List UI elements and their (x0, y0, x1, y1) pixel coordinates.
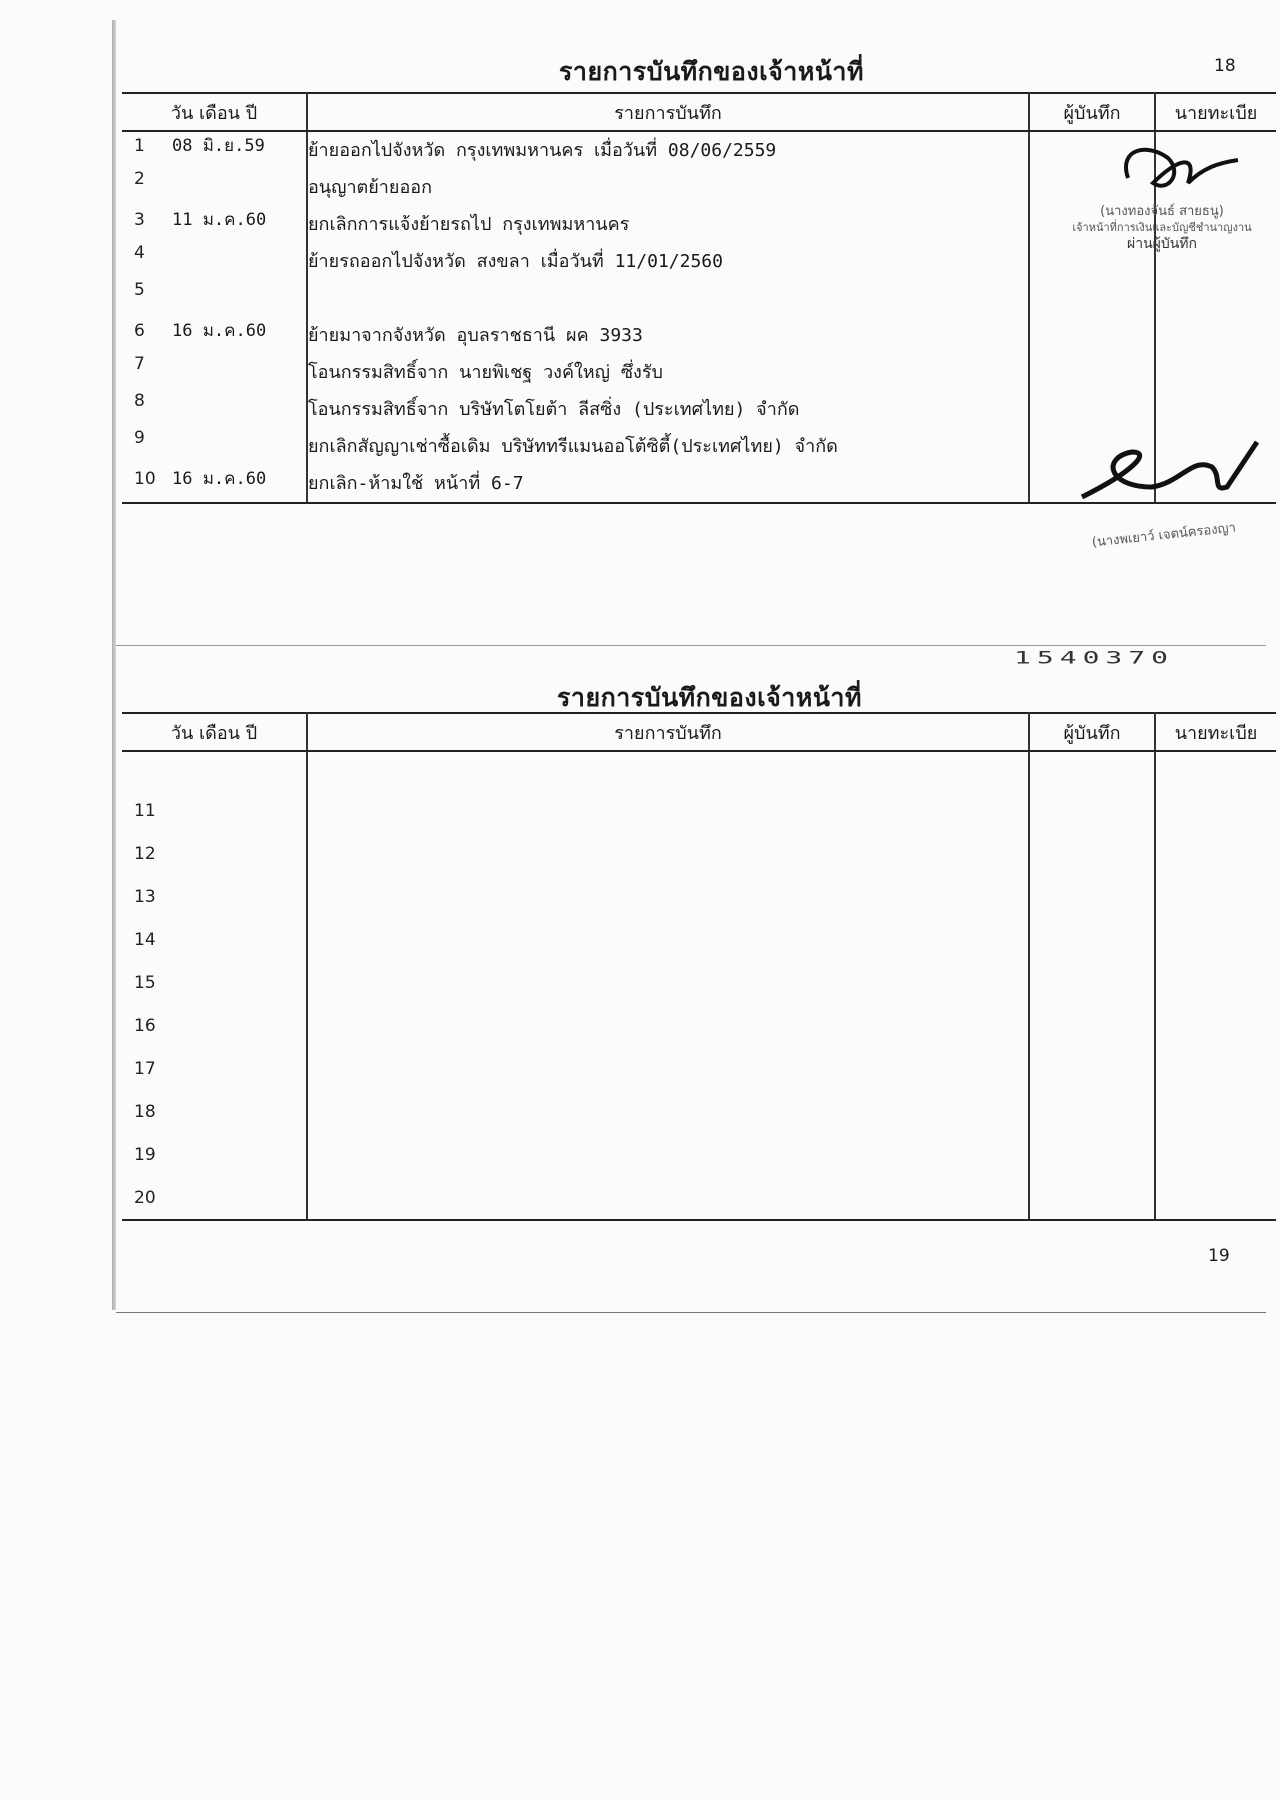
registrar-cell (1155, 875, 1276, 918)
registrar-cell (1155, 789, 1276, 832)
recorder-cell (1029, 1090, 1155, 1133)
table-row (122, 751, 1276, 789)
registrar-cell (1155, 918, 1276, 961)
date-cell (122, 280, 307, 317)
recorder-cell (1029, 280, 1155, 317)
record-text: ยกเลิกการแจ้งย้ายรถไป กรุงเทพมหานคร (307, 206, 1029, 243)
row-number: 20 (134, 1187, 156, 1208)
date-cell (122, 1133, 307, 1176)
header-registrar: นายทะเบีย (1155, 93, 1276, 131)
row-number: 12 (134, 843, 156, 864)
recorder-cell (1029, 875, 1155, 918)
record-text: โอนกรรมสิทธิ์จาก นายพิเชฐ วงค์ใหญ่ ซึ่งรับ (307, 354, 1029, 391)
header-record: รายการบันทึก (307, 93, 1029, 131)
row-number: 6 (134, 321, 145, 341)
row-number: 7 (134, 354, 145, 374)
record-text: ยกเลิก-ห้ามใช้ หน้าที่ 6-7 (307, 465, 1029, 503)
bottom-rows (122, 751, 1276, 1220)
header-date: วัน เดือน ปี (122, 93, 307, 131)
date-cell (122, 428, 307, 465)
registrar-cell (1155, 280, 1276, 317)
section-title-bottom: รายการบันทึกของเจ้าหน้าที่ (557, 683, 862, 712)
table-row (122, 918, 1276, 961)
record-text: ย้ายมาจากจังหวัด อุบลราชธานี ผค 3933 (307, 317, 1029, 354)
record-text: ย้ายออกไปจังหวัด กรุงเทพมหานคร เมื่อวันที่ 08/06/2559 (307, 131, 1029, 169)
date-cell (122, 354, 307, 391)
table-row (122, 169, 1276, 206)
date-cell (122, 131, 307, 169)
table-row (122, 832, 1276, 875)
date-cell (122, 875, 307, 918)
row-number: 11 (134, 800, 156, 821)
date-cell (122, 961, 307, 1004)
recorder-cell (1029, 832, 1155, 875)
record-text (307, 280, 1029, 317)
date-cell (122, 1090, 307, 1133)
date-cell (122, 243, 307, 280)
registrar-cell (1155, 317, 1276, 354)
record-text (307, 1090, 1029, 1133)
registrar-cell (1155, 354, 1276, 391)
serial-number: 1540370 (1014, 648, 1175, 668)
row-number: 1 (134, 136, 145, 156)
row-number: 2 (134, 169, 145, 189)
header-date: วัน เดือน ปี (122, 713, 307, 751)
record-text (307, 1133, 1029, 1176)
recorder-stamp-1: (นางทองจันธ์ สายธนู) เจ้าหน้าที่การเงินและบัญชีชำนาญงาน ผ่านผู้บันทึก (1072, 204, 1252, 252)
header-recorder: ผู้บันทึก (1029, 93, 1155, 131)
row-number: 3 (134, 210, 145, 230)
date-cell (122, 465, 307, 503)
date-cell (122, 391, 307, 428)
record-text (307, 961, 1029, 1004)
record-text: ยกเลิกสัญญาเช่าซื้อเดิม บริษัททรีแมนออโต้ซิตี้(ประเทศไทย) จำกัด (307, 428, 1029, 465)
date-cell (122, 789, 307, 832)
row-number: 19 (134, 1144, 156, 1165)
record-text: ย้ายรถออกไปจังหวัด สงขลา เมื่อวันที่ 11/01/2560 (307, 243, 1029, 280)
registrar-cell (1155, 1133, 1276, 1176)
date-cell (122, 169, 307, 206)
scan-edge (112, 20, 116, 1310)
record-date: 11 ม.ค.60 (172, 210, 267, 230)
registrar-cell (1155, 1004, 1276, 1047)
record-text (307, 832, 1029, 875)
record-text (307, 1047, 1029, 1090)
record-text (307, 918, 1029, 961)
record-text: อนุญาตย้ายออก (307, 169, 1029, 206)
date-cell (122, 206, 307, 243)
record-table-bottom (122, 712, 1276, 1221)
table-row (122, 789, 1276, 832)
row-number: 8 (134, 391, 145, 411)
recorder-cell (1029, 1047, 1155, 1090)
record-text (307, 875, 1029, 918)
row-number: 17 (134, 1058, 156, 1079)
signature-mark-1 (1108, 138, 1248, 208)
table-row (122, 875, 1276, 918)
row-number: 5 (134, 280, 145, 300)
table-row (122, 961, 1276, 1004)
page-number-bottom: 19 (1208, 1246, 1230, 1266)
record-text (307, 789, 1029, 832)
table-row (122, 1176, 1276, 1220)
record-date: 08 มิ.ย.59 (172, 136, 265, 156)
recorder-cell (1029, 317, 1155, 354)
row-number: 9 (134, 428, 145, 448)
table-row (122, 280, 1276, 317)
date-cell (122, 317, 307, 354)
section-title-top: รายการบันทึกของเจ้าหน้าที่ (559, 57, 864, 86)
registrar-cell (1155, 1047, 1276, 1090)
date-cell (122, 918, 307, 961)
recorder-cell (1029, 1004, 1155, 1047)
table-row (122, 354, 1276, 391)
table-row (122, 1133, 1276, 1176)
recorder-cell (1029, 1133, 1155, 1176)
registrar-cell (1155, 832, 1276, 875)
recorder-cell (1029, 961, 1155, 1004)
header-registrar: นายทะเบีย (1155, 713, 1276, 751)
recorder-cell (1029, 354, 1155, 391)
row-number: 4 (134, 243, 145, 263)
table-row (122, 317, 1276, 354)
row-number: 10 (134, 469, 156, 489)
table-row (122, 131, 1276, 169)
registrar-cell (1155, 391, 1276, 428)
row-number: 16 (134, 1015, 156, 1036)
date-cell (122, 1176, 307, 1220)
date-cell (122, 1004, 307, 1047)
row-number: 13 (134, 886, 156, 907)
record-text (307, 1004, 1029, 1047)
table-row (122, 391, 1276, 428)
row-number: 14 (134, 929, 156, 950)
recorder-cell (1029, 391, 1155, 428)
header-recorder: ผู้บันทึก (1029, 713, 1155, 751)
scan-line (116, 645, 1266, 646)
date-cell (122, 1047, 307, 1090)
registrar-cell (1155, 1090, 1276, 1133)
recorder-stamp-2: (นางพเยาว์ เจตน์ครองญา (1091, 520, 1237, 551)
registrar-cell (1155, 1176, 1276, 1220)
recorder-cell (1029, 1176, 1155, 1220)
recorder-cell (1029, 789, 1155, 832)
recorder-cell (1029, 918, 1155, 961)
table-row (122, 1090, 1276, 1133)
registrar-cell (1155, 961, 1276, 1004)
record-text: โอนกรรมสิทธิ์จาก บริษัทโตโยต้า ลีสซิ่ง (ประเทศไทย) จำกัด (307, 391, 1029, 428)
scan-line (116, 1312, 1266, 1313)
record-date: 16 ม.ค.60 (172, 469, 267, 489)
header-record: รายการบันทึก (307, 713, 1029, 751)
signature-mark-2 (1072, 432, 1262, 522)
date-cell (122, 832, 307, 875)
record-date: 16 ม.ค.60 (172, 321, 267, 341)
page-number-top: 18 (1214, 56, 1236, 76)
table-row (122, 1004, 1276, 1047)
table-row (122, 1047, 1276, 1090)
record-text (307, 1176, 1029, 1220)
row-number: 18 (134, 1101, 156, 1122)
row-number: 15 (134, 972, 156, 993)
